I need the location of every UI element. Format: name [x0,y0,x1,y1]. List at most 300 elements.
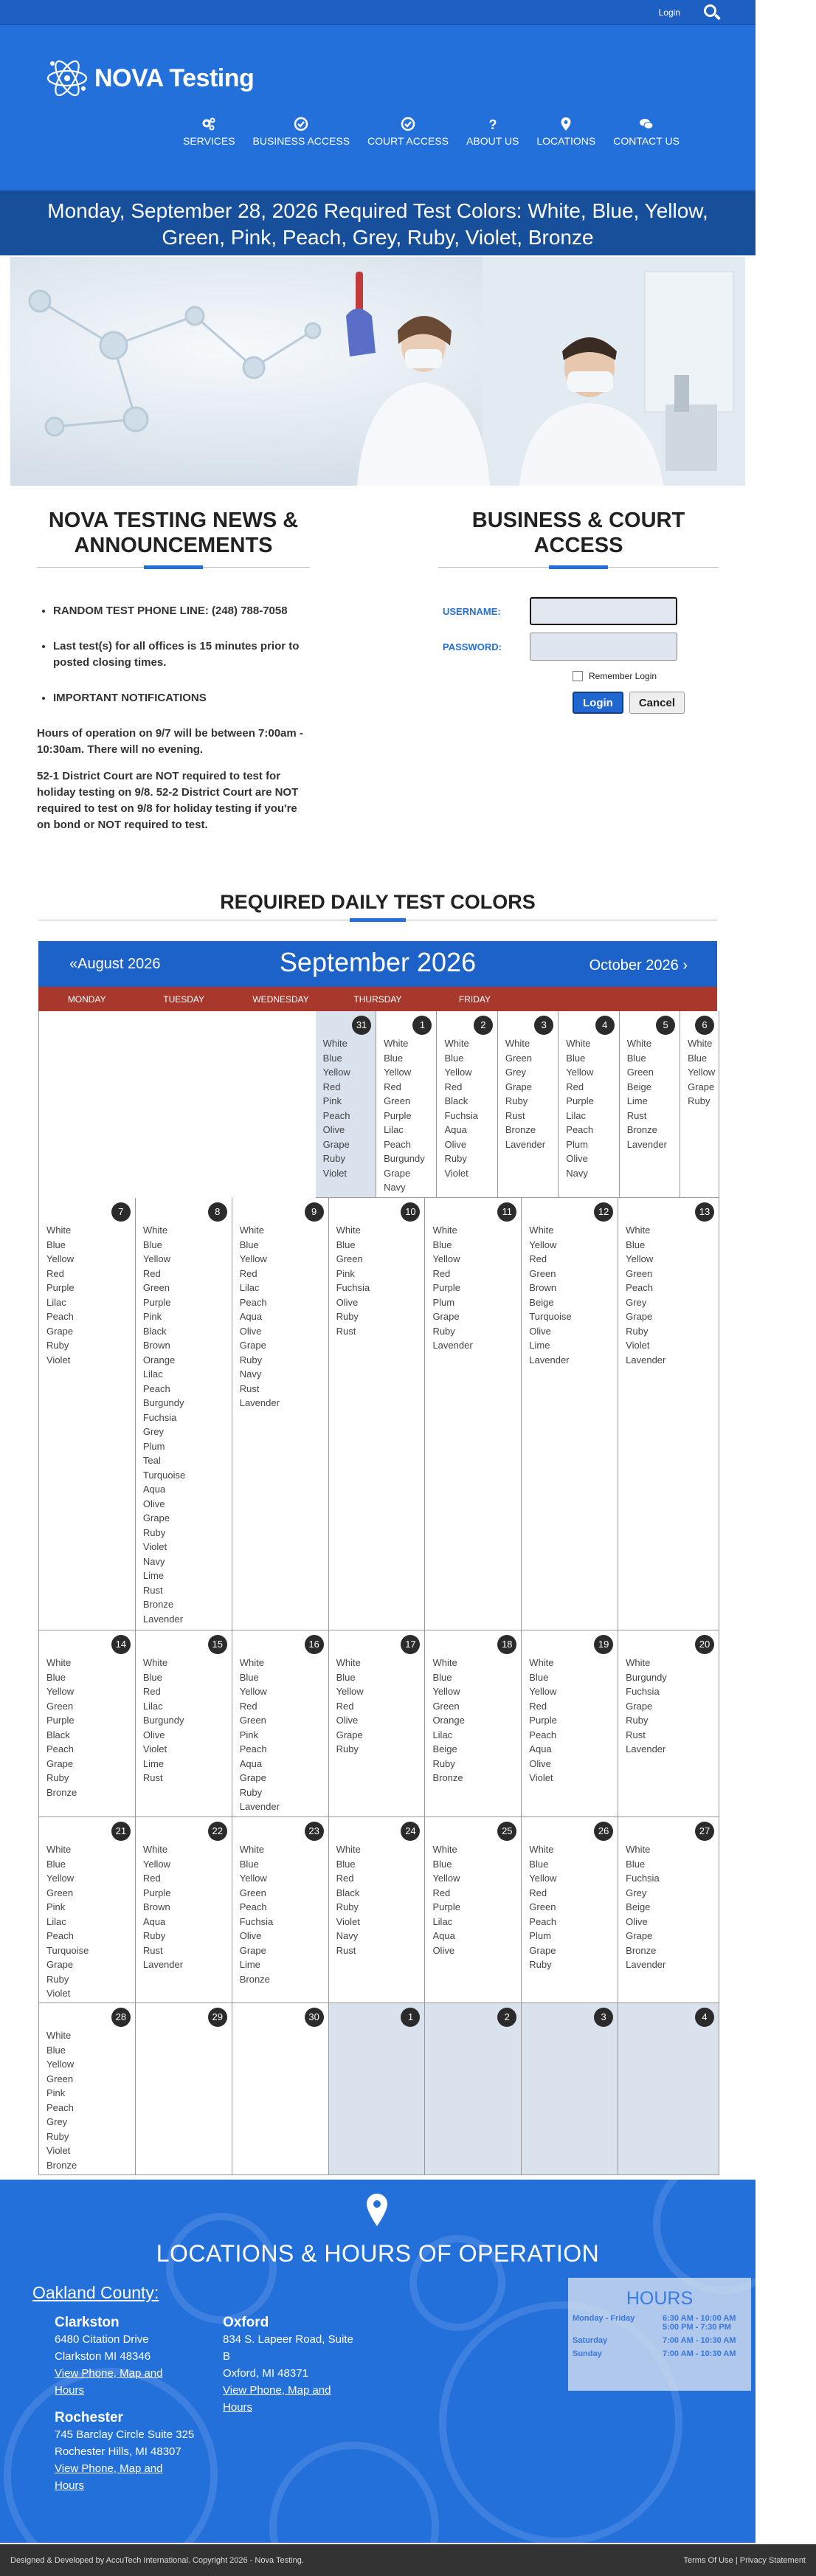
test-color: Grape [505,1081,533,1092]
day-number: 4 [695,2008,714,2027]
test-color: Olive [336,1296,359,1308]
test-color: Turquoise [46,1944,89,1956]
test-color: Blue [46,1671,66,1683]
test-color: Blue [566,1052,586,1064]
test-color: Brown [529,1282,557,1293]
test-color: Green [239,1887,266,1898]
hours-day: Monday - Friday [573,2314,635,2323]
test-color: Rust [505,1109,525,1121]
test-color: Peach [142,1382,170,1394]
locations-footer [0,2180,756,2543]
test-color: Navy [384,1182,406,1193]
test-color: White [239,1657,264,1668]
test-color: Aqua [529,1743,552,1754]
hero-image [10,257,745,486]
test-color: Rust [239,1382,260,1394]
test-color: Aqua [444,1124,467,1135]
calendar-day [559,1011,619,1198]
day-number: 11 [497,1202,516,1222]
location-oxford [223,2314,363,2416]
location-details-link[interactable]: View Phone, Map and Hours [55,2367,163,2397]
test-color: Lilac [432,1729,453,1740]
username-label: USERNAME: [443,605,501,617]
test-color: Ruby [46,1772,69,1783]
test-color: Red [46,1267,64,1279]
test-color: Grape [626,1700,653,1712]
test-color: Yellow [46,1253,75,1264]
day-number: 27 [695,1822,714,1841]
test-color: Ruby [239,1354,263,1366]
test-color: Green [626,1067,654,1078]
password-field[interactable] [530,633,677,661]
remember-checkbox[interactable] [573,671,583,681]
nav-about-us[interactable] [457,117,528,147]
test-color: Red [444,1081,463,1092]
test-color: Peach [566,1124,594,1135]
calendar-empty-cell [39,1011,316,1198]
test-color: Lime [626,1095,648,1106]
test-color: Yellow [46,1873,75,1884]
test-color: Red [322,1081,341,1092]
test-color: Navy [142,1555,165,1567]
calendar-day [425,2003,522,2175]
test-color: Grape [322,1138,350,1150]
test-color: Green [336,1253,363,1264]
calendar-day [680,1011,719,1198]
question-icon [485,117,500,131]
day-colors [46,2028,135,2172]
test-color: Yellow [444,1067,472,1078]
hours-time: 7:00 AM - 10:30 AM [663,2336,736,2345]
day-number: 21 [111,1822,131,1841]
test-color: Blue [432,1858,452,1870]
privacy-link[interactable]: Privacy Statement [739,2555,806,2565]
test-color: Violet [46,2145,71,2156]
location-clarkston [55,2314,195,2399]
day-colors [143,1656,232,1785]
test-color: Aqua [432,1930,455,1941]
nav-contact-us[interactable] [604,117,688,147]
test-color: Ruby [322,1153,346,1164]
test-color: Olive [322,1124,345,1135]
hours-box [568,2278,751,2391]
test-color: Purple [566,1095,594,1106]
calendar-day [618,1817,719,2003]
test-color: White [505,1038,530,1049]
test-color: Grey [626,1887,647,1898]
test-color: Peach [46,1743,74,1754]
test-color: Blue [626,1052,646,1064]
test-color: Blue [444,1052,464,1064]
test-color: White [529,1225,554,1236]
test-color: Green [529,1901,556,1912]
test-color: Brown [142,1340,170,1351]
test-color: White [46,1657,72,1668]
test-color: Yellow [142,1253,170,1264]
test-color: Plum [566,1138,588,1150]
location-address: 834 S. Lapeer Road, Suite B [223,2333,353,2363]
calendar-day [522,1817,618,2003]
test-color: Lavender [626,1138,667,1150]
calendar-day [136,1198,232,1630]
test-color: Orange [142,1354,176,1366]
day-number: 9 [305,1202,324,1222]
test-color: Grape [142,1512,170,1523]
test-color: Rust [142,1772,163,1783]
test-color: Blue [46,2044,66,2056]
calendar-week [39,1198,719,1630]
nav-label: SERVICES [183,135,235,147]
test-color: Olive [142,1729,165,1740]
day-colors [240,1223,328,1411]
day-number: 22 [208,1822,227,1841]
day-number: 4 [595,1016,615,1035]
location-name: Rochester [55,2410,123,2425]
test-color: Grape [46,1757,74,1769]
calendar-week [39,1630,719,1817]
nav-label: ABOUT US [466,135,519,147]
test-color: Blue [336,1239,356,1250]
hours-row [568,2314,751,2332]
calendar-day [522,1630,618,1817]
day-colors [46,1223,135,1367]
test-color: White [432,1225,457,1236]
location-rochester [55,2409,195,2494]
day-colors [529,1656,618,1785]
test-color: White [626,1657,651,1668]
test-color: Brown [142,1901,170,1912]
calendar-day [329,1198,426,1630]
day-number: 3 [534,1016,553,1035]
test-color: Purple [384,1109,412,1121]
test-color: Violet [626,1340,650,1351]
calendar-day [376,1011,437,1198]
calendar-day [329,2003,426,2175]
day-colors [432,1656,521,1785]
calendar-day [136,1630,232,1817]
hours-time: 7:00 AM - 10:30 AM [663,2349,736,2358]
test-color: Orange [432,1715,465,1726]
test-color: White [384,1038,409,1049]
day-colors [627,1036,680,1151]
site-logo[interactable] [46,55,254,102]
test-color: Black [46,1729,70,1740]
test-color: Olive [566,1153,588,1164]
test-color: Aqua [239,1311,263,1322]
test-color: Lilac [46,1915,66,1927]
day-colors [323,1036,376,1180]
county-link[interactable]: Oakland County: [32,2283,159,2302]
test-color: Lavender [626,1959,666,1970]
test-color: Rust [142,1944,163,1956]
news-item: • Last test(s) for all offices is 15 minutes prior to posted closing times. [53,638,310,671]
test-color: Ruby [432,1325,455,1337]
nav-business-access[interactable] [244,117,359,147]
day-colors [688,1036,719,1109]
hours-title: HOURS [626,2288,694,2309]
day-number: 7 [111,1202,131,1222]
day-number: 26 [594,1822,613,1841]
calendar-day [39,1817,136,2003]
login-button[interactable]: Login [573,692,623,714]
prev-month-label: August 2026 [77,956,161,972]
test-color: Lilac [46,1296,66,1308]
cancel-button[interactable]: Cancel [629,692,685,714]
link-separator: | [735,2555,738,2565]
test-color: White [626,1844,651,1855]
copyright-text: Designed & Developed by AccuTech International. Copyright 2026 - Nova Testing. [10,2555,304,2565]
test-color: Grey [626,1296,647,1308]
test-color: Lavender [239,1397,280,1408]
test-color: Turquoise [142,1469,186,1481]
day-number: 13 [695,1202,714,1222]
test-color: Violet [46,1354,71,1366]
hours-day: Sunday [573,2349,602,2358]
test-color: Yellow [384,1067,412,1078]
day-number: 2 [497,2008,516,2027]
username-field[interactable] [530,597,677,625]
test-color: White [142,1225,168,1236]
test-color: White [529,1844,554,1855]
next-month-label: October 2026 [589,957,679,974]
test-color: Olive [239,1325,262,1337]
calendar-title: REQUIRED DAILY TEST COLORS [38,891,717,920]
day-colors [529,1223,618,1367]
test-color: Yellow [432,1686,460,1697]
test-color: Lilac [142,1368,163,1380]
test-color: Lime [529,1340,550,1351]
test-color: Purple [142,1296,171,1308]
test-color: Lilac [432,1915,453,1927]
test-color: Violet [46,1988,71,1999]
weekday-label: TUESDAY [163,993,205,1005]
test-color: Blue [322,1052,342,1064]
test-color: Violet [142,1541,167,1552]
test-color: Ruby [46,1973,69,1985]
test-color: Pink [239,1729,259,1740]
test-color: Red [432,1267,451,1279]
weekday-label: WEDNESDAY [252,993,309,1005]
test-color: Ruby [142,1526,166,1538]
test-color: Yellow [432,1873,460,1884]
test-color: Red [142,1686,161,1697]
calendar-day [329,1630,426,1817]
day-number: 19 [594,1635,613,1654]
search-icon[interactable] [702,3,722,22]
calendar-day [618,1198,719,1630]
day-number: 30 [305,2008,324,2027]
test-color: Grape [688,1081,715,1092]
test-color: Red [529,1253,547,1264]
test-color: Navy [566,1167,588,1179]
lab-scientists-illustration [10,257,745,486]
test-color: Fuchsia [239,1915,274,1927]
test-color: Violet [336,1915,360,1927]
test-color: Red [239,1700,257,1712]
current-month: September 2026 [279,947,477,977]
test-color: Peach [384,1138,411,1150]
test-color: Ruby [46,2130,69,2142]
test-color: Blue [239,1858,259,1870]
test-color: Yellow [46,2059,75,2070]
test-color: Yellow [529,1873,557,1884]
location-address: 6480 Citation Drive [55,2333,149,2346]
test-color: Ruby [336,1311,359,1322]
test-color: Blue [626,1239,646,1250]
day-colors [336,1656,425,1757]
test-color: Lime [239,1959,260,1970]
news-list [37,603,310,833]
day-colors [143,1842,232,1972]
test-color: Blue [239,1239,259,1250]
test-color: Grape [432,1311,460,1322]
test-color: Yellow [688,1067,716,1078]
terms-link[interactable]: Terms Of Use [683,2555,733,2565]
svg-text:?: ? [488,117,497,131]
nav-court-access[interactable] [359,117,457,147]
news-paragraph: 52-1 District Court are NOT required to test for holiday testing on 9/8. 52-2 District Court are NOT required to test on 9/8 for holiday testing if you're on bond or NOT required to test. [37,770,299,831]
test-color: Bronze [142,1599,174,1610]
location-address: Rochester Hills, MI 48307 [55,2445,181,2458]
calendar-day [39,1198,136,1630]
test-color: Ruby [239,1786,263,1798]
calendar-day [39,2003,136,2175]
day-number: 18 [497,1635,516,1654]
calendar-day [425,1198,522,1630]
test-color: White [336,1657,361,1668]
day-colors [626,1223,719,1367]
day-number: 1 [401,2008,420,2027]
test-color: Peach [322,1109,350,1121]
test-color: Pink [46,1901,66,1912]
test-color: Red [384,1081,401,1092]
test-color: Black [444,1095,468,1106]
test-color: Red [142,1267,161,1279]
brand-name: NOVA Testing [94,63,255,92]
test-color: Red [566,1081,584,1092]
test-color: Green [239,1715,266,1726]
test-color: Peach [46,2101,74,2113]
test-color: Fuchsia [444,1109,478,1121]
day-colors [444,1036,497,1180]
location-name: Oxford [223,2315,269,2330]
test-color: Aqua [239,1757,263,1769]
test-color: Olive [444,1138,467,1150]
calendar-header [38,941,717,987]
bottom-bar [0,2544,816,2576]
test-color: Ruby [432,1757,455,1769]
location-details-link[interactable]: View Phone, Map and Hours [223,2384,331,2414]
test-color: Yellow [566,1067,594,1078]
calendar-day [522,2003,618,2175]
weekday-label: MONDAY [67,993,106,1005]
test-color: Lavender [626,1354,666,1366]
test-color: Burgundy [142,1397,184,1408]
test-color: Lime [142,1757,165,1769]
test-color: Grape [626,1930,653,1941]
test-color: Bronze [626,1944,657,1956]
test-color: Olive [239,1930,262,1941]
test-color: Ruby [529,1959,552,1970]
test-color: White [322,1038,348,1049]
test-color: White [626,1038,651,1049]
test-color: Lilac [142,1700,163,1712]
calendar-day [498,1011,559,1198]
test-color: Grey [46,2116,68,2127]
calendar-week [39,1817,719,2003]
daily-colors-banner: Monday, September 28, 2026 Required Test Colors: White, Blue, Yellow, Green, Pink, Peach, Grey, Ruby, Violet, Bronze [0,190,756,255]
location-details-link[interactable]: View Phone, Map and Hours [55,2462,163,2492]
nav-locations[interactable] [528,117,604,147]
test-color: White [142,1657,168,1668]
test-color: Fuchsia [626,1873,660,1884]
test-color: Green [142,1282,170,1293]
test-color: Lavender [142,1959,184,1970]
calendar-day [522,1198,618,1630]
test-color: Lavender [432,1340,473,1351]
test-color: Beige [626,1901,651,1912]
test-color: Pink [142,1311,162,1322]
test-color: Rust [626,1729,646,1740]
double-chevron-left-icon: « [69,956,78,972]
test-color: Yellow [142,1858,170,1870]
test-color: White [336,1844,361,1855]
day-colors [529,1842,618,1972]
day-number: 2 [474,1016,493,1035]
test-color: Bronze [46,1786,77,1798]
calendar-day [39,1630,136,1817]
test-color: Blue [239,1671,259,1683]
test-color: Grape [384,1167,411,1179]
test-color: Ruby [336,1901,359,1912]
test-color: Blue [142,1239,162,1250]
test-color: Turquoise [529,1311,572,1322]
test-color: Yellow [322,1067,350,1078]
test-color: Peach [529,1915,557,1927]
test-color: Yellow [239,1253,267,1264]
calendar-day [316,1011,376,1198]
login-link[interactable]: Login [658,7,680,18]
test-color: Red [142,1873,161,1884]
test-color: White [46,1844,72,1855]
day-number: 16 [305,1635,324,1654]
test-color: White [432,1844,457,1855]
calendar-section [0,891,756,2175]
test-color: Pink [322,1095,342,1106]
test-color: Peach [46,1311,74,1322]
next-month-link[interactable] [589,957,688,974]
test-color: Peach [46,1930,74,1941]
test-color: Red [336,1873,354,1884]
test-color: Red [432,1887,451,1898]
test-color: Aqua [142,1915,166,1927]
day-colors [432,1223,521,1353]
day-number: 1 [412,1016,432,1035]
test-color: Blue [336,1671,356,1683]
test-color: Ruby [626,1715,649,1726]
test-color: White [688,1038,713,1049]
test-color: Black [336,1887,360,1898]
test-color: Blue [46,1239,66,1250]
test-color: Green [505,1052,533,1064]
nav-services[interactable] [174,117,244,147]
test-color: Purple [529,1715,557,1726]
hours-row [568,2336,751,2345]
test-color: Blue [529,1858,549,1870]
test-color: Grape [239,1340,266,1351]
test-color: Lavender [142,1613,184,1625]
test-color: Purple [46,1715,75,1726]
